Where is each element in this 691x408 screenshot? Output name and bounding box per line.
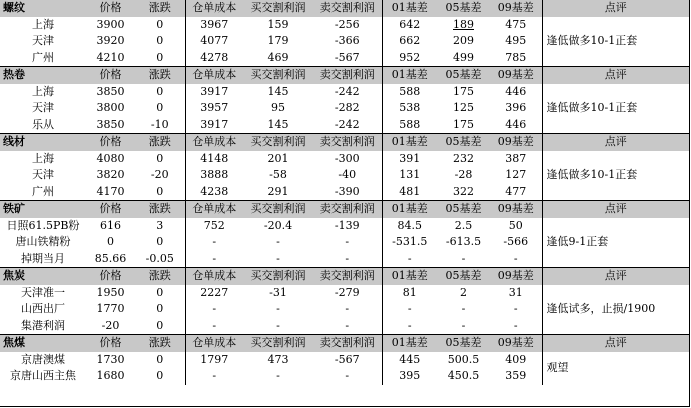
cell-change[interactable]: 0 xyxy=(156,318,164,332)
cell-sell[interactable]: -366 xyxy=(334,34,360,48)
cell-cost[interactable]: 752 xyxy=(185,218,243,235)
cell-b05[interactable]: - xyxy=(461,302,466,316)
cell-b09[interactable]: - xyxy=(513,251,518,265)
cell-price[interactable]: 3850 xyxy=(96,117,125,131)
row-location: 日照61.5PB粉 xyxy=(6,218,80,232)
cell-b05[interactable]: 450.5 xyxy=(447,369,480,383)
section-name: 焦煤 xyxy=(0,335,86,352)
cell-b01[interactable]: 642 xyxy=(382,17,437,34)
cell-change[interactable]: 0 xyxy=(156,101,164,115)
column-header-b05: 05基差 xyxy=(437,268,490,285)
cell-cost[interactable]: 3957 xyxy=(185,100,243,117)
column-header-change: 涨跌 xyxy=(135,134,185,151)
cell-sell[interactable]: -390 xyxy=(334,184,360,198)
cell-cost[interactable]: - xyxy=(185,234,243,251)
column-header-b09: 09基差 xyxy=(490,134,542,151)
column-header-b09: 09基差 xyxy=(490,67,542,84)
cell-b09[interactable]: - xyxy=(513,302,518,316)
cell-sell[interactable]: -567 xyxy=(334,352,360,366)
cell-change[interactable]: 0 xyxy=(156,352,164,366)
cell-cost[interactable]: 3917 xyxy=(185,84,243,101)
cell-cost[interactable]: 1797 xyxy=(185,352,243,369)
row-location: 天津 xyxy=(32,101,54,115)
cell-price[interactable]: 4170 xyxy=(96,184,125,198)
cell-price[interactable]: 4080 xyxy=(96,151,125,165)
column-header-b01: 01基差 xyxy=(382,134,437,151)
cell-sell[interactable]: - xyxy=(345,302,350,316)
cell-change[interactable]: 0 xyxy=(156,17,164,31)
column-header-price: 价格 xyxy=(86,268,135,285)
cell-b05[interactable]: 232 xyxy=(453,151,474,165)
cell-change[interactable]: 0 xyxy=(156,151,164,165)
column-header-cost: 仓单成本 xyxy=(185,335,243,352)
row-location: 上海 xyxy=(32,151,54,165)
column-header-buy-profit: 买交割利润 xyxy=(243,134,313,151)
table-row xyxy=(0,17,689,34)
cell-change[interactable]: -0.05 xyxy=(145,251,174,265)
column-header-b05: 05基差 xyxy=(437,335,490,352)
table-row xyxy=(0,151,689,168)
column-header-change: 涨跌 xyxy=(135,335,185,352)
cell-b09[interactable]: -566 xyxy=(503,235,529,249)
cell-sell[interactable]: -256 xyxy=(334,17,360,31)
cell-b09[interactable]: - xyxy=(513,318,518,332)
cell-buy[interactable]: - xyxy=(276,235,280,249)
cell-b09[interactable]: 50 xyxy=(508,218,523,232)
row-location: 京唐山西主焦 xyxy=(10,369,76,383)
cell-buy[interactable]: 95 xyxy=(271,101,285,115)
section-comment: 逢低做多10-1正套 xyxy=(542,84,689,134)
cell-price[interactable]: 0 xyxy=(107,235,114,249)
cell-price[interactable]: 1950 xyxy=(96,285,125,299)
cell-b01[interactable]: - xyxy=(382,318,437,335)
cell-sell[interactable]: -567 xyxy=(334,50,360,64)
row-location: 京唐澳煤 xyxy=(21,352,65,366)
cell-b01[interactable]: 445 xyxy=(382,352,437,369)
section-header-row xyxy=(0,268,689,285)
cell-b09[interactable]: 127 xyxy=(505,168,527,182)
cell-sell[interactable]: -300 xyxy=(334,151,360,165)
cell-b01[interactable]: 662 xyxy=(382,33,437,50)
column-header-buy-profit: 买交割利润 xyxy=(243,268,313,285)
column-header-comment: 点评 xyxy=(542,268,689,285)
column-header-b09: 09基差 xyxy=(490,335,542,352)
cell-change[interactable]: -10 xyxy=(150,117,169,131)
section-name: 铁矿 xyxy=(0,201,86,218)
cell-buy[interactable]: 201 xyxy=(267,151,289,165)
cell-sell[interactable]: -242 xyxy=(334,84,360,98)
cell-b09[interactable]: 495 xyxy=(505,34,527,48)
cell-sell[interactable]: -40 xyxy=(338,168,357,182)
cell-b09[interactable]: 475 xyxy=(505,17,527,31)
cell-sell[interactable]: - xyxy=(345,369,350,383)
cell-price[interactable]: 1730 xyxy=(96,352,125,366)
column-header-b09: 09基差 xyxy=(490,0,542,17)
column-header-sell-profit: 卖交割利润 xyxy=(313,134,382,151)
column-header-b01: 01基差 xyxy=(382,0,437,17)
cell-buy[interactable]: - xyxy=(276,302,280,316)
cell-cost[interactable]: 3917 xyxy=(185,117,243,134)
cell-b05[interactable]: -28 xyxy=(454,168,473,182)
cell-sell[interactable]: -282 xyxy=(334,101,360,115)
section-name: 热卷 xyxy=(0,67,86,84)
column-header-comment: 点评 xyxy=(542,335,689,352)
column-header-b05: 05基差 xyxy=(437,134,490,151)
column-header-buy-profit: 买交割利润 xyxy=(243,0,313,17)
cell-cost[interactable]: 2227 xyxy=(185,285,243,302)
cell-sell[interactable]: -242 xyxy=(334,117,360,131)
column-header-comment: 点评 xyxy=(542,0,689,17)
cell-cost[interactable]: 4077 xyxy=(185,33,243,50)
cell-b09[interactable]: 359 xyxy=(505,369,527,383)
section-header-row xyxy=(0,67,689,84)
column-header-price: 价格 xyxy=(86,67,135,84)
column-header-b01: 01基差 xyxy=(382,67,437,84)
cell-b01[interactable]: - xyxy=(382,301,437,318)
column-header-comment: 点评 xyxy=(542,201,689,218)
column-header-b05: 05基差 xyxy=(437,0,490,17)
column-header-b01: 01基差 xyxy=(382,201,437,218)
cell-b01[interactable]: 538 xyxy=(382,100,437,117)
cell-b09[interactable]: 387 xyxy=(505,151,527,165)
column-header-comment: 点评 xyxy=(542,67,689,84)
cell-cost[interactable]: 4238 xyxy=(185,184,243,201)
column-header-cost: 仓单成本 xyxy=(185,67,243,84)
column-header-cost: 仓单成本 xyxy=(185,201,243,218)
cell-change[interactable]: 0 xyxy=(156,369,164,383)
cell-b09[interactable]: 396 xyxy=(505,101,527,115)
cell-sell[interactable]: -279 xyxy=(334,285,360,299)
cell-buy[interactable]: -58 xyxy=(269,168,287,182)
cell-price[interactable]: 3850 xyxy=(96,84,125,98)
cell-buy[interactable]: -31 xyxy=(269,285,287,299)
section-comment: 逢低9-1正套 xyxy=(542,218,689,268)
column-header-buy-profit: 买交割利润 xyxy=(243,201,313,218)
cell-cost[interactable]: - xyxy=(185,251,243,268)
cell-buy[interactable]: 145 xyxy=(267,117,289,131)
cell-b01[interactable]: 391 xyxy=(382,151,437,168)
cell-b01[interactable]: 952 xyxy=(382,50,437,67)
cell-change[interactable]: 0 xyxy=(156,50,164,64)
cell-buy[interactable]: 291 xyxy=(267,184,289,198)
cell-price[interactable]: 4210 xyxy=(96,50,125,64)
cell-change[interactable]: 0 xyxy=(156,184,164,198)
section-header-row xyxy=(0,335,689,352)
cell-b05[interactable]: 2 xyxy=(460,285,467,299)
cell-b05[interactable]: 175 xyxy=(453,84,474,98)
column-header-change: 涨跌 xyxy=(135,268,185,285)
table-row xyxy=(0,352,689,369)
column-header-cost: 仓单成本 xyxy=(185,268,243,285)
cell-price[interactable]: -20 xyxy=(101,318,120,332)
cell-b09[interactable]: 446 xyxy=(505,84,527,98)
cell-b05[interactable]: 209 xyxy=(453,34,474,48)
cell-change[interactable]: 0 xyxy=(156,84,164,98)
column-header-b09: 09基差 xyxy=(490,201,542,218)
row-location: 掉期当月 xyxy=(21,251,65,265)
cell-sell[interactable]: -139 xyxy=(334,218,360,232)
section-name: 线材 xyxy=(0,134,86,151)
cell-change[interactable]: 0 xyxy=(156,285,164,299)
cell-sell[interactable]: - xyxy=(345,235,350,249)
section-name: 螺纹 xyxy=(0,0,86,17)
cell-b01[interactable]: 588 xyxy=(382,84,437,101)
row-location: 天津准一 xyxy=(21,285,65,299)
section-header-row xyxy=(0,0,689,17)
cell-cost[interactable]: 3888 xyxy=(185,167,243,184)
cell-b05[interactable]: 499 xyxy=(453,50,474,64)
column-header-b01: 01基差 xyxy=(382,268,437,285)
row-location: 广州 xyxy=(32,184,54,198)
table-row xyxy=(0,218,689,235)
column-header-change: 涨跌 xyxy=(135,0,185,17)
cell-price[interactable]: 85.66 xyxy=(94,251,127,265)
column-header-price: 价格 xyxy=(86,201,135,218)
column-header-change: 涨跌 xyxy=(135,67,185,84)
row-location: 唐山铁精粉 xyxy=(15,235,71,249)
cell-b05[interactable]: 125 xyxy=(453,101,474,115)
column-header-buy-profit: 买交割利润 xyxy=(243,67,313,84)
cell-b05[interactable]: 322 xyxy=(453,184,474,198)
column-header-b05: 05基差 xyxy=(437,201,490,218)
cell-buy[interactable]: 179 xyxy=(267,34,289,48)
cell-change[interactable]: 3 xyxy=(156,218,164,232)
cell-b01[interactable]: 131 xyxy=(382,167,437,184)
column-header-sell-profit: 卖交割利润 xyxy=(313,67,382,84)
cell-b05[interactable]: 189 xyxy=(453,17,474,31)
cell-b01[interactable]: 481 xyxy=(382,184,437,201)
cell-buy[interactable]: 159 xyxy=(267,17,289,31)
cell-b09[interactable]: 477 xyxy=(505,184,527,198)
section-comment: 逢低做多10-1正套 xyxy=(542,151,689,201)
column-header-buy-profit: 买交割利润 xyxy=(243,335,313,352)
cell-price[interactable]: 3800 xyxy=(96,101,125,115)
cell-price[interactable]: 3900 xyxy=(96,17,125,31)
cell-b09[interactable]: 409 xyxy=(505,352,527,366)
cell-b01[interactable]: 395 xyxy=(382,368,437,385)
column-header-cost: 仓单成本 xyxy=(185,134,243,151)
cell-b05[interactable]: - xyxy=(461,251,466,265)
column-header-b01: 01基差 xyxy=(382,335,437,352)
row-location: 山西出厂 xyxy=(21,302,65,316)
cell-b01[interactable]: 81 xyxy=(382,285,437,302)
cell-price[interactable]: 1770 xyxy=(96,302,125,316)
cell-cost[interactable]: 3967 xyxy=(185,17,243,34)
cell-b05[interactable]: -613.5 xyxy=(445,235,482,249)
table-row xyxy=(0,285,689,302)
column-header-sell-profit: 卖交割利润 xyxy=(313,268,382,285)
cell-buy[interactable]: - xyxy=(276,318,280,332)
cell-price[interactable]: 3820 xyxy=(96,168,125,182)
section-header-row xyxy=(0,201,689,218)
cell-cost[interactable]: - xyxy=(185,301,243,318)
cell-b09[interactable]: 31 xyxy=(508,285,523,299)
cell-b01[interactable]: - xyxy=(382,251,437,268)
row-location: 天津 xyxy=(32,168,54,182)
cell-b01[interactable]: 588 xyxy=(382,117,437,134)
cell-price[interactable]: 1680 xyxy=(96,369,125,383)
cell-cost[interactable]: 4148 xyxy=(185,151,243,168)
column-header-price: 价格 xyxy=(86,0,135,17)
row-location: 集港利润 xyxy=(21,318,65,332)
column-header-sell-profit: 卖交割利润 xyxy=(313,0,382,17)
row-location: 广州 xyxy=(32,50,54,64)
section-header-row xyxy=(0,134,689,151)
section-comment: 逢低试多，止损/1900 xyxy=(542,285,689,335)
cell-change[interactable]: 0 xyxy=(156,302,164,316)
column-header-comment: 点评 xyxy=(542,134,689,151)
cell-b09[interactable]: 446 xyxy=(505,117,527,131)
cell-cost[interactable]: 4278 xyxy=(185,50,243,67)
cell-b09[interactable]: 785 xyxy=(505,50,527,64)
column-header-sell-profit: 卖交割利润 xyxy=(313,335,382,352)
cell-sell[interactable]: - xyxy=(345,251,350,265)
column-header-b05: 05基差 xyxy=(437,67,490,84)
cell-price[interactable]: 3920 xyxy=(96,34,125,48)
cell-price[interactable]: 616 xyxy=(100,218,121,232)
row-location: 上海 xyxy=(32,84,54,98)
cell-change[interactable]: 0 xyxy=(156,235,164,249)
table-row xyxy=(0,84,689,101)
cell-b05[interactable]: - xyxy=(461,318,466,332)
section-name: 焦炭 xyxy=(0,268,86,285)
cell-b05[interactable]: 500.5 xyxy=(447,352,480,366)
column-header-price: 价格 xyxy=(86,134,135,151)
column-header-b09: 09基差 xyxy=(490,268,542,285)
cell-buy[interactable]: -20.4 xyxy=(263,218,293,232)
cell-b05[interactable]: 175 xyxy=(453,117,474,131)
cell-buy[interactable]: - xyxy=(276,369,280,383)
row-location: 上海 xyxy=(32,17,54,31)
cell-buy[interactable]: 469 xyxy=(267,50,289,64)
section-comment: 观望 xyxy=(542,352,689,385)
row-location: 乐从 xyxy=(32,117,54,131)
cell-b05[interactable]: 2.5 xyxy=(454,218,473,232)
cell-b01[interactable]: -531.5 xyxy=(382,234,437,251)
section-comment: 逢低做多10-1正套 xyxy=(542,17,689,67)
cell-buy[interactable]: 473 xyxy=(267,352,289,366)
cell-buy[interactable]: - xyxy=(276,251,280,265)
cell-cost[interactable]: - xyxy=(185,318,243,335)
column-header-sell-profit: 卖交割利润 xyxy=(313,201,382,218)
cell-buy[interactable]: 145 xyxy=(267,84,289,98)
column-header-change: 涨跌 xyxy=(135,201,185,218)
column-header-cost: 仓单成本 xyxy=(185,0,243,17)
cell-b01[interactable]: 84.5 xyxy=(382,218,437,235)
cell-change[interactable]: 0 xyxy=(156,34,164,48)
row-location: 天津 xyxy=(32,34,54,48)
cell-cost[interactable]: - xyxy=(185,368,243,385)
cell-change[interactable]: -20 xyxy=(150,168,169,182)
cell-sell[interactable]: - xyxy=(345,318,350,332)
column-header-price: 价格 xyxy=(86,335,135,352)
